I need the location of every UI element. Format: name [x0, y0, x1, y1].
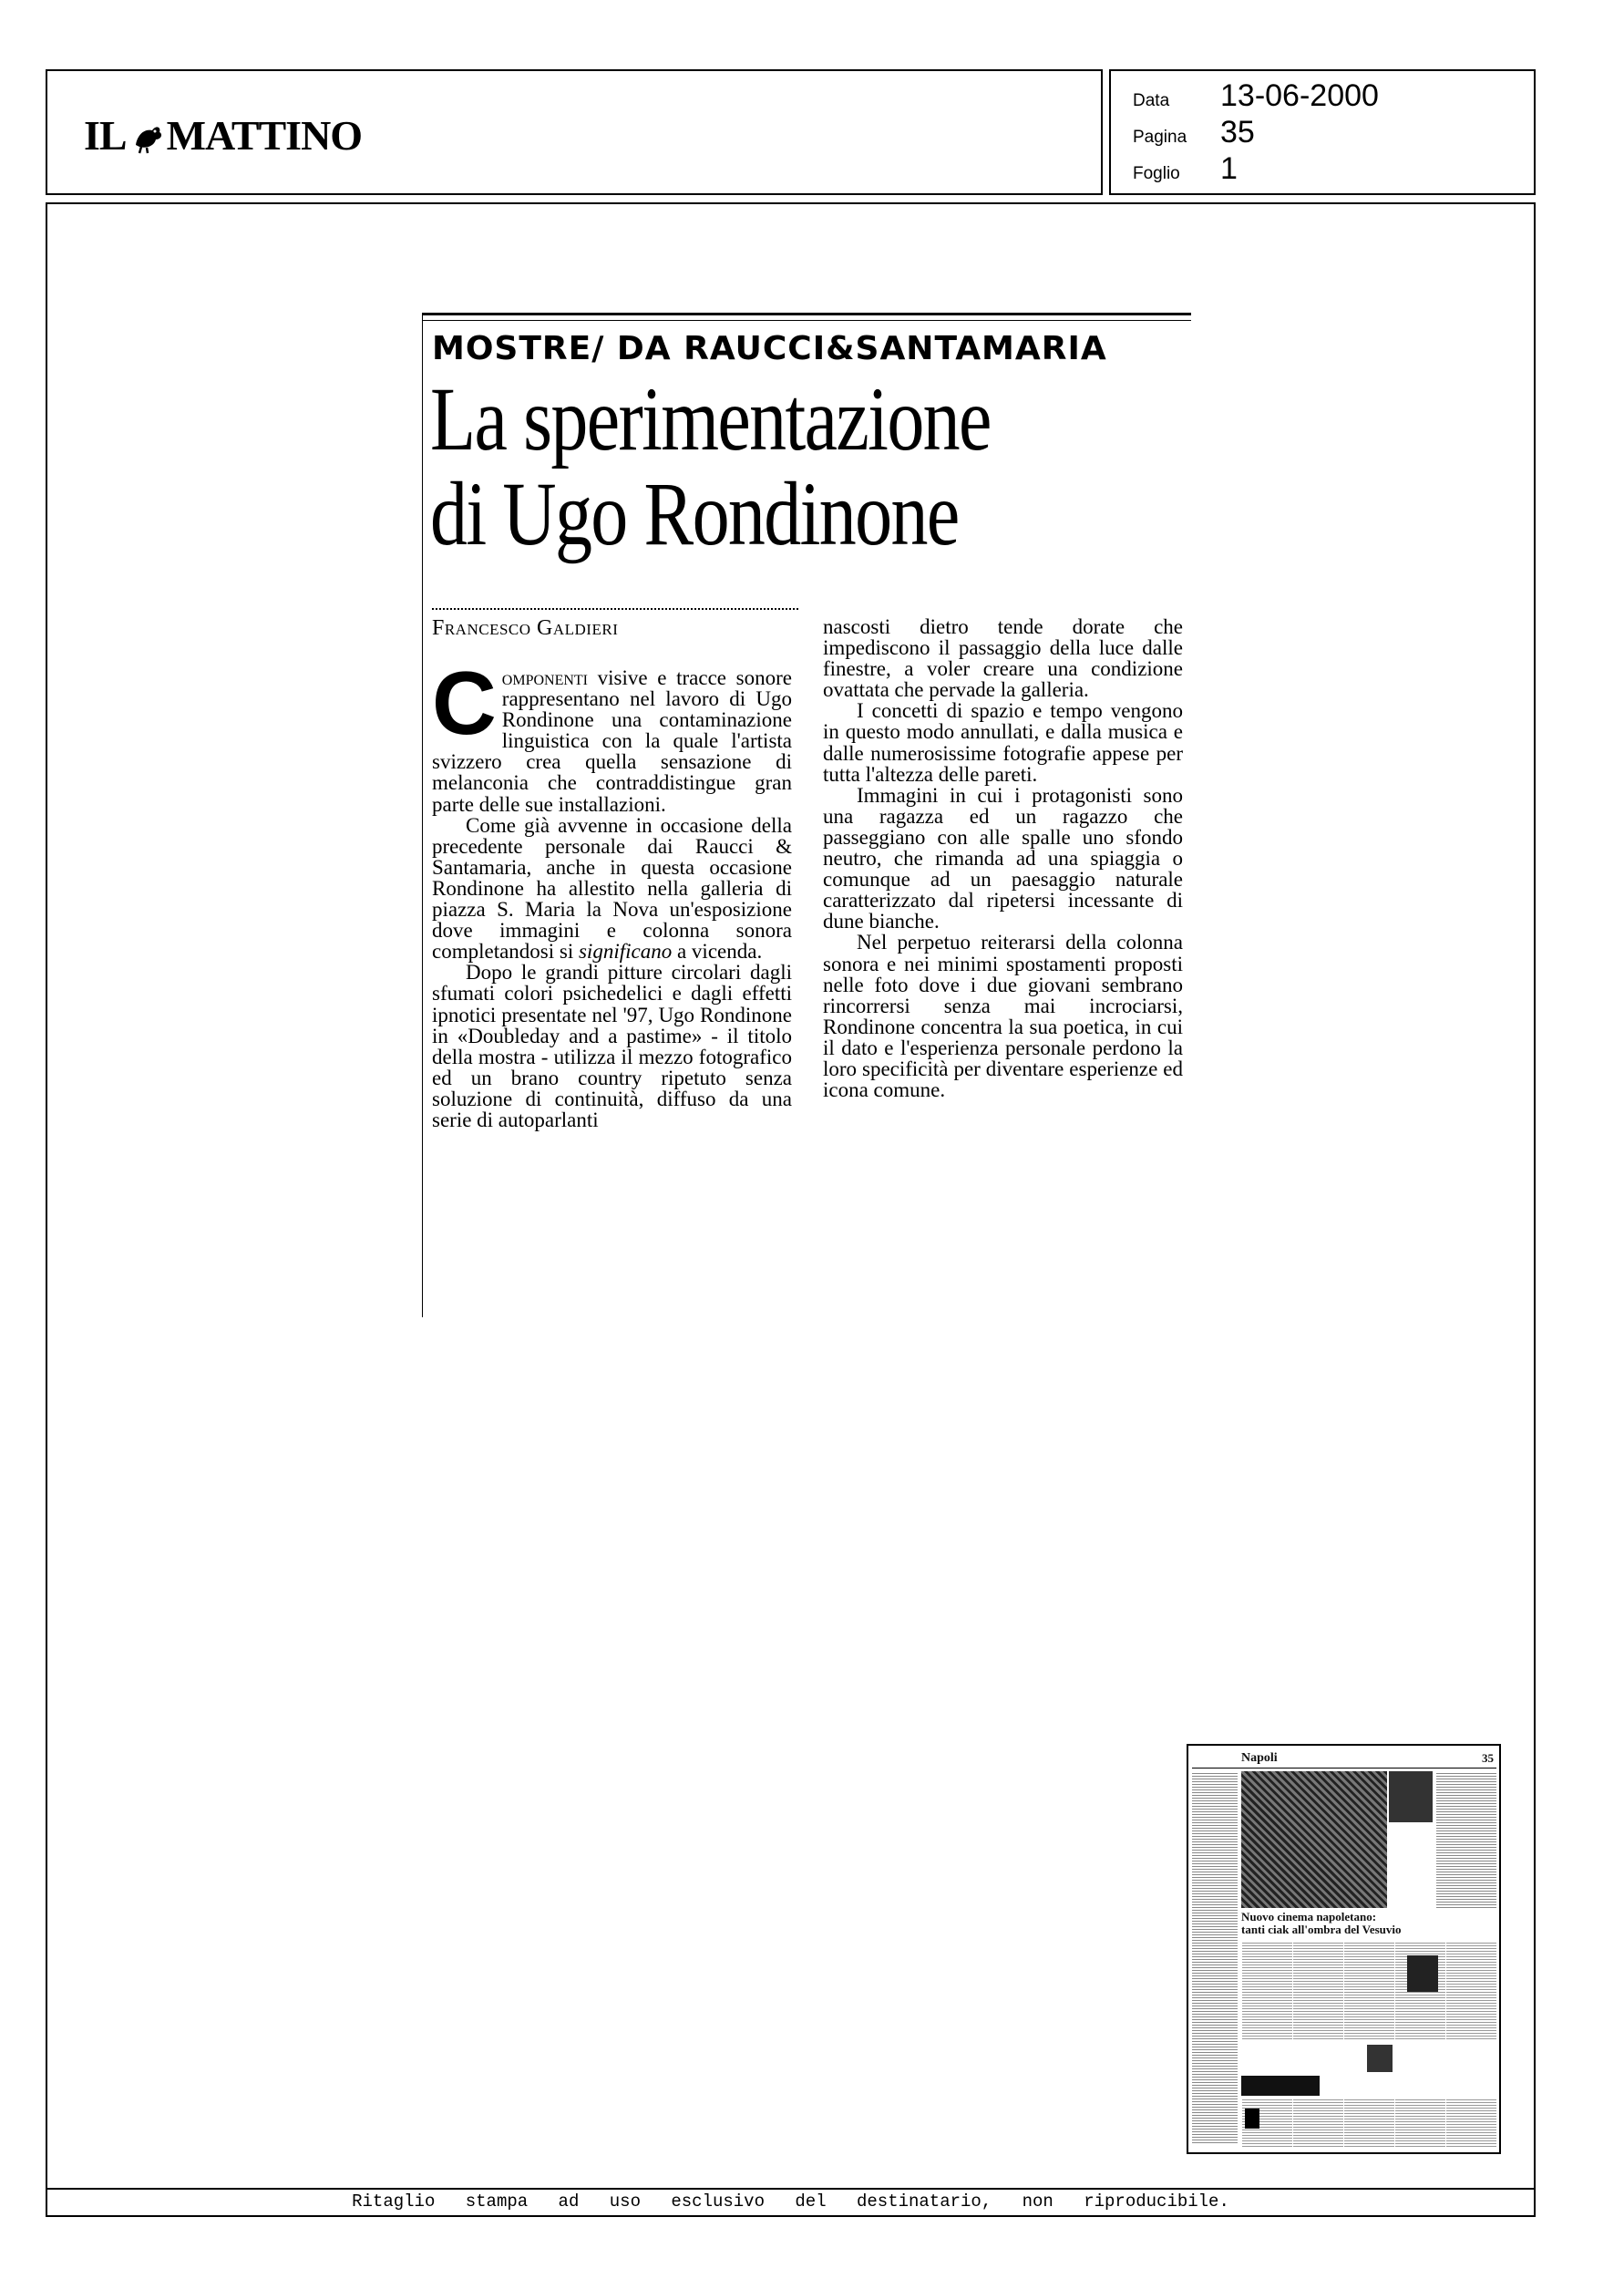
thumb-text-block — [1241, 2098, 1496, 2147]
article-byline: Francesco Galdieri — [432, 616, 619, 640]
paragraph: Nel perpetuo reiterarsi della colonna sonora e nei minimi spostamenti proposti nelle foto dove i due giovani sembrano rincorrersi senza mai incrociarsi, Rondinone concentra la sua poetica, in cui il dato e l'esperienza personale perdono la loro specificità per diventare esperienze ed icona comune. — [823, 931, 1183, 1102]
article-top-rule-thin — [422, 320, 1191, 321]
newspaper-logo — [84, 111, 362, 160]
page-thumbnail — [1187, 1744, 1501, 2154]
footer-box — [46, 2190, 1536, 2217]
thumb-rule — [1192, 1768, 1496, 1769]
paragraph: Dopo le grandi pitture circolari dagli sfumati colori psichedelici e dagli effetti ipnotici presentate nel '97, Ugo Rondinone in «Doubleday and a pastime» - il titolo della mostra - utilizza il mezzo fotografico ed un brano country ripetuto senza soluzione di continuità, diffuso da una serie di autoparlanti — [432, 961, 792, 1131]
logo-text-il: IL — [84, 112, 127, 159]
headline-line-2: di Ugo Rondinone — [430, 463, 959, 564]
article-column-1 — [432, 653, 792, 1131]
article-top-rule — [422, 313, 1191, 315]
paragraph: nascosti dietro tende dorate che impediscono il passaggio della luce dalle finestre, a voler creare una condizione ovattata che pervade la galleria. — [823, 615, 1183, 702]
headline-line-1: La sperimentazione — [430, 368, 991, 469]
meta-value: 13-06-2000 — [1220, 78, 1379, 113]
paragraph: Come già avvenne in occasione della precedente personale dai Raucci & Santamaria, anche in questa occasione Rondinone ha allestito nella galleria di piazza S. Maria la Nova un'esposizione dove immagini e colonna sonora completandosi si significano a vicenda. — [432, 813, 792, 964]
meta-row-sheet — [1133, 151, 1238, 187]
masthead-box — [46, 69, 1103, 195]
thumb-photo — [1407, 1955, 1438, 1992]
meta-row-date — [1133, 78, 1379, 114]
article-left-rule — [422, 315, 423, 1317]
thumb-boxed-headline — [1241, 2076, 1320, 2096]
dropcap: C — [432, 653, 497, 753]
article-kicker: MOSTRE/ DA RAUCCI&SANTAMARIA — [432, 330, 1107, 367]
meta-value: 1 — [1220, 151, 1238, 186]
thumb-text-column — [1436, 1771, 1496, 1908]
article-headline — [430, 368, 991, 564]
thumb-text-block — [1241, 1941, 1496, 2041]
logo-text-mattino: MATTINO — [166, 112, 363, 159]
paragraph: Componenti visive e tracce sonore rappresentano nel lavoro di Ugo Rondinone una contaminazione linguistica con la quale l'artista svizzero crea quella sensazione di melanconia che contraddistingue gran parte delle sue installazioni. — [432, 653, 792, 816]
meta-value: 35 — [1220, 115, 1255, 150]
thumb-page-number: 35 — [1482, 1751, 1494, 1765]
paragraph: Immagini in cui i protagonisti sono una ragazza ed un ragazzo che passeggiano con alle spalle uno sfondo neutro, che rimanda ad una spiaggia o comunque ad un paesaggio naturale caratterizzato dal ripetersi incessante di dune bianche. — [823, 783, 1183, 933]
meta-label: Foglio — [1133, 164, 1180, 183]
thumb-photo — [1367, 2045, 1393, 2072]
thumb-text-column — [1192, 1771, 1238, 2145]
article-column-2 — [823, 616, 1183, 1100]
thumb-section: Napoli — [1241, 1751, 1278, 1765]
thumb-photo — [1389, 1771, 1433, 1822]
thumb-headline-1: Nuovo cinema napoletano: — [1241, 1910, 1377, 1923]
rooster-icon — [128, 118, 165, 154]
paragraph: I concetti di spazio e tempo vengono in questo modo annullati, e dalla musica e dalle numerosissime fotografie appese per tutta l'altezza delle pareti. — [823, 699, 1183, 786]
byline-rule — [432, 608, 798, 610]
footer-disclaimer: Ritaglio stampa ad uso esclusivo del destinatario, non riproducibile. — [352, 2191, 1229, 2212]
thumb-dropcap-mark — [1245, 2109, 1259, 2129]
meta-label: Data — [1133, 91, 1170, 110]
meta-label: Pagina — [1133, 128, 1187, 147]
thumb-headline-2: tanti ciak all'ombra del Vesuvio — [1241, 1923, 1402, 1936]
meta-box — [1109, 69, 1536, 195]
meta-row-page — [1133, 115, 1255, 150]
thumb-photo — [1241, 1771, 1387, 1908]
